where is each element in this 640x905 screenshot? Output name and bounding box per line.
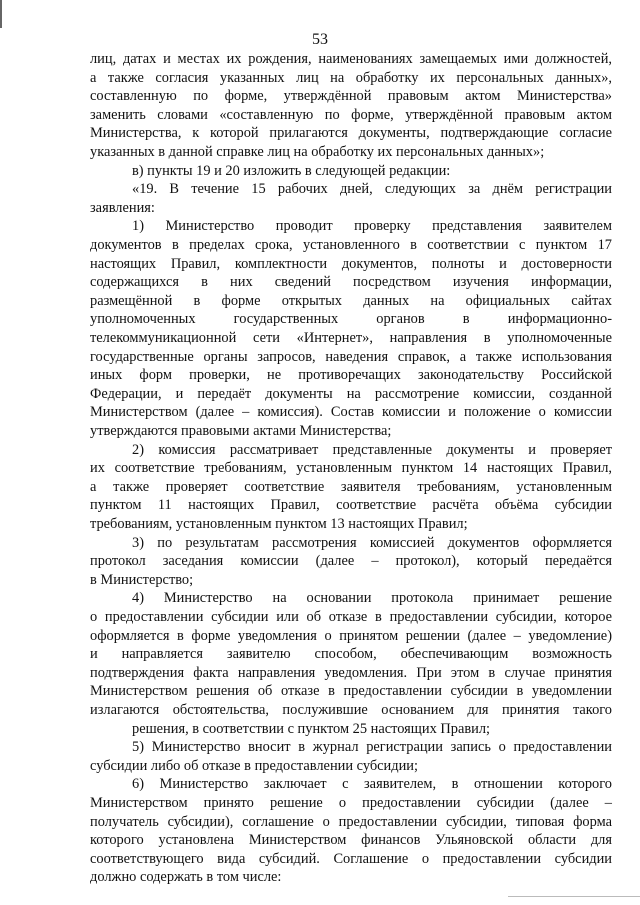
text-line: телекоммуникационной сети «Интернет», направления в уполномоченные	[90, 330, 612, 346]
text-line: заменить словами «составленную по форме, утверждённой правовым актом	[90, 106, 612, 123]
text-line: указанных в данной справке лиц на обработку их персональных данных»;	[90, 144, 545, 160]
text-line: их соответствие требованиям, установленным пунктом 14 настоящих Правил,	[90, 460, 612, 477]
text-line: Министерством (далее – комиссия). Состав комиссии и положение о комиссии	[90, 404, 612, 421]
text-line: Министерством принято решение о предоставлении субсидии (далее –	[90, 795, 612, 811]
text-line: соответствующего вида субсидий. Соглашение о предоставлении субсидии	[90, 850, 612, 867]
scan-edge-mark	[0, 0, 2, 28]
text-line: которого установлена Министерством финансов Ульяновской области для	[90, 832, 612, 849]
text-line: заявления:	[90, 199, 155, 216]
text-line: иных форм проверки, не противоречащих законодательству Российской	[90, 367, 612, 384]
text-line: оформляется в форме уведомления о принятом решении (далее – уведомление)	[90, 627, 612, 644]
text-line: 4) Министерство на основании протокола принимает решение	[132, 590, 612, 607]
text-line: в) пункты 19 и 20 изложить в следующей редакции:	[132, 162, 451, 179]
text-line: пунктом 11 настоящих Правил, соответствие расчёта объёма субсидии	[90, 497, 612, 514]
text-line: составленную по форме, утверждённой правовым актом Министерства»	[90, 88, 612, 105]
text-line: субсидии либо об отказе в предоставлении субсидии;	[90, 757, 418, 774]
text-line: получатель субсидии), соглашение о предоставлении субсидии, типовая форма	[90, 813, 612, 830]
text-line: требованиям, установленным пунктом 13 настоящих Правил;	[90, 516, 468, 532]
text-line: документов в пределах срока, установленного в соответствии с пунктом 17	[90, 237, 612, 253]
text-line: государственные органы запросов, наведения справок, а также использования	[90, 348, 612, 365]
text-line: а также согласия указанных лиц на обработку их персональных данных»,	[90, 69, 612, 86]
text-line: Министерством решения об отказе в предоставлении субсидии в уведомлении	[90, 683, 612, 700]
text-line: размещённой в форме открытых данных на официальных сайтах	[90, 292, 612, 309]
text-line: подтверждения факта направления уведомления. При этом в случае принятия	[90, 664, 612, 681]
text-line: 2) комиссия рассматривает представленные документы и проверяет	[132, 441, 612, 458]
text-line: лиц, датах и местах их рождения, наименованиях замещаемых ими должностей,	[90, 51, 612, 67]
text-line: 5) Министерство вносит в журнал регистрации запись о предоставлении	[132, 739, 612, 756]
text-line: излагаются обстоятельства, послужившие основанием для принятия такого	[90, 702, 612, 718]
text-line: решения, в соответствии с пунктом 25 настоящих Правил;	[132, 720, 491, 737]
text-line: «19. В течение 15 рабочих дней, следующих за днём регистрации	[132, 181, 612, 198]
text-line: и направляется заявителю способом, обеспечивающим возможность	[90, 646, 612, 663]
text-line: содержащихся в них сведений посредством изучения информации,	[90, 274, 612, 291]
scan-edge-mark	[508, 896, 640, 897]
text-line: 1) Министерство проводит проверку представления заявителем	[132, 218, 612, 235]
text-line: 3) по результатам рассмотрения комиссией документов оформляется	[132, 534, 612, 551]
text-line: в Министерство;	[90, 571, 194, 588]
text-line: утверждаются правовыми актами Министерства;	[90, 423, 392, 439]
text-line: Федерации, и передаёт документы на рассмотрение комиссии, созданной	[90, 385, 612, 402]
text-line: уполномоченных государственных органов в информационно-	[90, 311, 612, 328]
text-line: протокол заседания комиссии (далее – протокол), который передаётся	[90, 553, 612, 570]
text-line: должно содержать в том числе:	[90, 869, 282, 886]
text-line: Министерства, к которой прилагаются документы, подтверждающие согласие	[90, 125, 612, 142]
text-line: настоящих Правил, комплектности документов, полноты и достоверности	[90, 255, 612, 272]
text-line: 6) Министерство заключает с заявителем, в отношении которого	[132, 776, 612, 793]
text-line: а также проверяет соответствие заявителя требованиям, установленным	[90, 478, 612, 495]
text-line: о предоставлении субсидии или об отказе в предоставлении субсидии, которое	[90, 609, 612, 625]
page-number: 53	[312, 31, 328, 48]
